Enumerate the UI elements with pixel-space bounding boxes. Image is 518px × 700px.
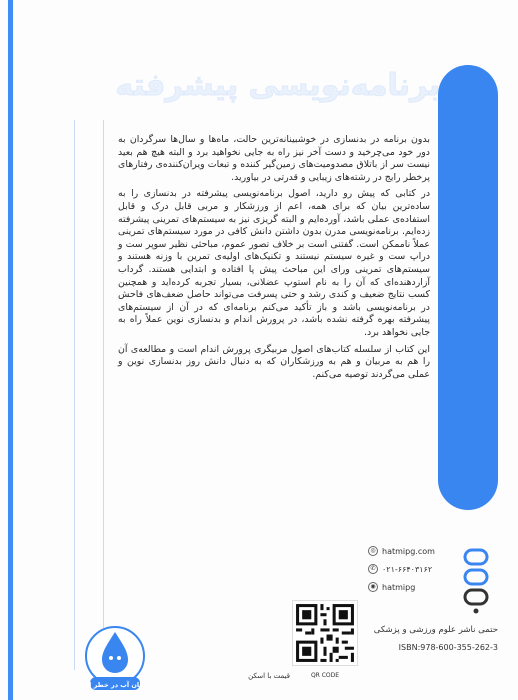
contact-instagram xyxy=(368,582,436,592)
badge-text: جان آب در خطر است xyxy=(75,681,144,689)
left-edge-bar xyxy=(8,0,13,700)
website-text: hatmipg.com xyxy=(382,546,435,556)
paragraph-3: این کتاب از سلسله کتاب‌های اصول مربیگری پرورش اندام است و مطالعه‌ی آن را هم به مربیان و هم به ورزشکاران که به دنبال دانش روز بدنسازی نوین و عملی می‌گردند توصیه می‌کنم. xyxy=(118,343,430,380)
cover-title: برنامه‌نویسی پیشرفته xyxy=(115,68,440,103)
globe-icon: ◎ xyxy=(368,546,378,556)
paragraph-2: در کتابی که پیش رو دارید، اصول برنامه‌نویسی پیشرفته در بدنسازی را به ساده‌ترین بیان که برای همه، اعم از ورزشکار و مربی قابل درک و قابل استفاده‌ی عملی باشد، آورده‌ایم و البته گریزی نیز به سیستم‌های تمرینی پیشرفته زده‌ایم. برنامه‌نویسی مدرن بدون داشتن دانش کافی در مورد سیستم‌های تمرینی عملاً ناممکن است. گفتنی است بر خلاف تصور عموم، مباحثی نظیر سوپر ست و دراپ ست و غیره سیستم نیستند و تکنیک‌های اولیه‌ی تمرین با وزنه هستند و سیستم‌های تمرینی ورای این مباحث پیش پا افتاده و ابتدایی هستند. گرداب آزاردهنده‌ای که آن را به نام استوپ عضلانی، بسیار تجربه کرده‌اید و همچنین کسب نتایج ضعیف و کندی رشد و حتی پسرفت می‌تواند حاصل ضعف‌های فاحش در برنامه‌نویسی باشد و باز تأکید می‌کنم برنامه‌ای که در آن از سیستم‌های پیشرفته بهره گرفته نشده باشد، در پرورش اندام و بدنسازی نوین عملاً راه به جایی نخواهد برد. xyxy=(118,188,430,338)
qr-code[interactable] xyxy=(292,600,358,666)
instagram-icon: ◉ xyxy=(368,582,378,592)
contact-website xyxy=(368,546,436,556)
contact-phone xyxy=(368,564,436,574)
decorative-lines xyxy=(74,120,104,670)
phone-icon: ✆ xyxy=(368,564,378,574)
blue-accent-pill xyxy=(438,65,498,510)
contact-block xyxy=(368,546,436,600)
publisher-name: حتمی ناشر علوم ورزشی و پزشکی xyxy=(373,625,498,635)
publisher-logo-icon xyxy=(463,548,489,618)
instagram-text: hatmipg xyxy=(382,582,416,592)
price-label: قیمت با اسکن xyxy=(248,672,290,680)
paragraph-1: بدون برنامه در بدنسازی در خوشبینانه‌ترین حالت، ماه‌ها و سال‌ها سرگردان به دور خود می‌چرخید و دست آخر نیز راه به جایی نخواهید برد و البته هیچ هم بعید نیست سر از باتلاق مصدومیت‌های زمین‌گیر کننده و تبعات ویران‌کننده‌ی رفتارهای پرخطر رایج در رشته‌های زیبایی و قدرتی در بیاورید. xyxy=(118,134,430,183)
phone-text: ۰۲۱-۶۶۴۰۳۱۶۲ xyxy=(382,564,433,574)
back-cover-text xyxy=(118,134,430,385)
qr-label: QR CODE xyxy=(310,672,340,679)
isbn: ISBN:978-600-355-262-3 xyxy=(398,643,498,652)
